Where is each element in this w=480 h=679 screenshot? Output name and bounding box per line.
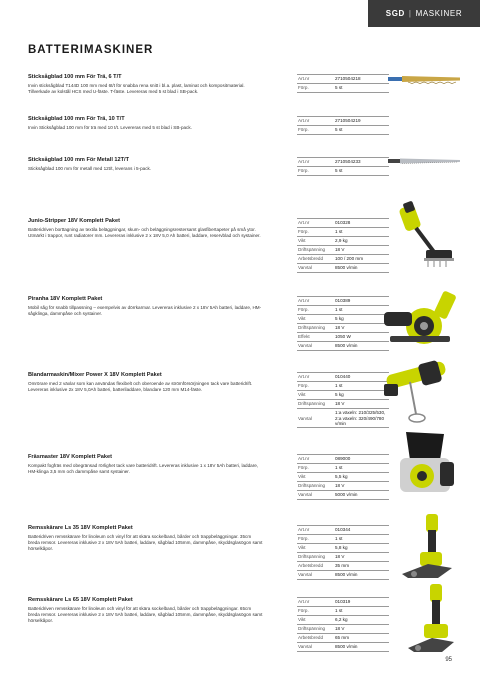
mixer-image (380, 358, 462, 428)
jigsaw-blade-image (388, 74, 462, 84)
section-header (368, 0, 480, 27)
spec-value: 1 st (334, 534, 389, 543)
spec-key: Art.nr (297, 598, 334, 607)
spec-key: Vikt (297, 543, 334, 552)
spec-value: 1 st (334, 227, 389, 236)
spec-key: Art.nr (297, 158, 334, 167)
spec-value: 18 V (334, 399, 389, 408)
product-entry (28, 116, 460, 131)
spec-key: Vikt (297, 615, 334, 624)
product-description: Batteridriven remsskärare för linoleum och vinyl för att skära sockelband, bårder och trappbeläggningar. 35cm breda remsor. Levereras inklusive 2 x 18V 5Ah batteri, laddare, sågblad 105mm, dammpåse, skyddsglasögon samt hörselkåpor. (28, 534, 263, 552)
spec-key: Art.nr (297, 297, 334, 306)
spec-table (297, 157, 389, 176)
page-title: BATTERIMASKINER (28, 44, 154, 56)
spec-value: 35 mm (334, 561, 389, 570)
product-description: Omrörare med 2 växlar som kan användas flexibelt och oberoende av strömförsörjningen tack vare batteridrift. Levereras inklusive 2x 18V 5,0Ah batteri, batteriladdare, blandare 120 mm M14-fäste. (28, 381, 253, 393)
spec-key: Förp. (297, 606, 334, 615)
spec-key: Driftspänning (297, 399, 334, 408)
spec-value: 5 kg (334, 390, 389, 399)
product-entry (28, 525, 460, 578)
spec-key: Art.nr (297, 117, 334, 126)
spec-key: Vikt (297, 314, 334, 323)
spec-key: Förp. (297, 534, 334, 543)
spec-value: 5 kg (334, 314, 389, 323)
spec-value: 010319 (334, 598, 389, 607)
spec-key: Arbetsbredd (297, 254, 334, 263)
spec-value: 1 st (334, 305, 389, 314)
spec-key: Vikt (297, 390, 334, 399)
spec-value: 18 V (334, 481, 389, 490)
spec-key: Förp. (297, 83, 334, 92)
spec-key: Varvtal (297, 263, 334, 272)
spec-value: 2710504233 (334, 158, 389, 167)
spec-key: Förp. (297, 125, 334, 134)
spec-table (297, 597, 389, 652)
product-entry (28, 597, 460, 650)
spec-value: 1 st (334, 381, 389, 390)
brand-label: SGD (385, 9, 405, 18)
spec-value: 8500 v/min (334, 570, 389, 579)
spec-key: Art.nr (297, 455, 334, 464)
product-name: Blandarmaskin/Mixer Power X 18V Komplett Paket (28, 372, 162, 378)
product-name: Sticksågblad 100 mm För Trä, 10 T/T (28, 116, 125, 122)
spec-value: 5 st (334, 166, 389, 175)
spec-key: Varvtal (297, 408, 334, 427)
spec-value: 100 / 200 mm (334, 254, 389, 263)
spec-table (297, 116, 389, 135)
spec-table (297, 454, 389, 500)
product-description: Sticksågblad 100 mm för metall med 12t/t, leverans i 5-pack. (28, 166, 152, 171)
spec-value: 5,5 kg (334, 472, 389, 481)
spec-key: Förp. (297, 381, 334, 390)
spec-value: 2710504218 (334, 75, 389, 84)
product-name: Sticksågblad 100 mm För Metall 12T/T (28, 157, 130, 163)
product-name: Junio-Stripper 18V Komplett Paket (28, 218, 121, 224)
spec-value: 18 V (334, 323, 389, 332)
spec-table (297, 525, 389, 580)
joint-cutter-image (384, 430, 462, 498)
spec-value: 65 mm (334, 633, 389, 642)
spec-key: Varvtal (297, 341, 334, 350)
spec-value: 2710504219 (334, 117, 389, 126)
spec-value: 1050 W (334, 332, 389, 341)
product-description: Batteridriven borttagning av textila beläggningar, skum- och beläggningsrestersamt glasfibertapeter på små ytor. Utmärkt i trappor, runt radiatorer mm. Levereras inklusive 2 x 18V 5,0 Ah batteri, laddare, reservblad och systainer. (28, 227, 261, 239)
spec-value: 1 st (334, 606, 389, 615)
product-name: Sticksågblad 100 mm För Trä, 6 T/T (28, 74, 122, 80)
product-name: Remsskärare Ls 35 18V Komplett Paket (28, 525, 133, 531)
spec-value: 5,8 kg (334, 543, 389, 552)
product-description: Mobil såg för snabb tillpassning – exempelvis av dörrkarmar. Levereras inklusive 2 x 18V 5Ah batteri, laddare, HM-sågklinga, dammpåse och systainer. (28, 305, 262, 317)
metal-blade-image (388, 157, 462, 165)
product-description: Invin sticksågblad T144D 100 mm med 6t/t för snabba rena snitt i bl.a. plast, laminat och kompositmaterial. Tillverkade av kolstål HCS med U-fäste. T-fäste. Levereras med 5 st blad i SB-pack. (28, 83, 245, 95)
spec-value: 1:a växeln: 210/325/530, 2:a växeln: 320/490/780 v/min (334, 408, 389, 427)
spec-value: 18 V (334, 245, 389, 254)
spec-value: 8500 v/min (334, 341, 389, 350)
spec-key: Varvtal (297, 490, 334, 499)
spec-key: Förp. (297, 463, 334, 472)
spec-value: 1 st (334, 463, 389, 472)
spec-key: Driftspänning (297, 552, 334, 561)
page-number: 95 (445, 657, 452, 663)
spec-value: 010440 (334, 373, 389, 382)
spec-key: Arbetsbredd (297, 633, 334, 642)
product-name: Piranha 18V Komplett Paket (28, 296, 103, 302)
spec-key: Art.nr (297, 373, 334, 382)
spec-table (297, 218, 389, 273)
spec-key: Förp. (297, 305, 334, 314)
spec-value: 6,2 kg (334, 615, 389, 624)
spec-key: Driftspänning (297, 323, 334, 332)
spec-value: 5000 v/min (334, 490, 389, 499)
spec-table (297, 372, 389, 428)
spec-key: Förp. (297, 227, 334, 236)
spec-value: 18 V (334, 624, 389, 633)
header-separator: | (408, 9, 412, 18)
spec-value: 8500 v/min (334, 263, 389, 272)
spec-value: 5 st (334, 83, 389, 92)
spec-table (297, 74, 389, 93)
spec-key: Driftspänning (297, 245, 334, 254)
spec-key: Arbetsbredd (297, 561, 334, 570)
product-description: Invin Sticksågblad 100 mm för trä med 10 t/t. Levereras med 5 st blad i SB-pack. (28, 125, 192, 130)
spec-value: 18 V (334, 552, 389, 561)
spec-key: Varvtal (297, 570, 334, 579)
section-label: MASKINER (415, 9, 463, 18)
spec-value: 010344 (334, 526, 389, 535)
spec-table (297, 296, 389, 351)
spec-value: 010328 (334, 219, 389, 228)
piranha-saw-image (380, 282, 462, 352)
spec-key: Effekt (297, 332, 334, 341)
spec-key: Art.nr (297, 219, 334, 228)
spec-value: 089000 (334, 455, 389, 464)
spec-value: 2,9 kg (334, 236, 389, 245)
spec-key: Förp. (297, 166, 334, 175)
product-name: Remsskärare Ls 65 18V Komplett Paket (28, 597, 133, 603)
spec-key: Driftspänning (297, 481, 334, 490)
product-name: Fräsmaster 18V Komplett Paket (28, 454, 112, 460)
floor-stripper-image (394, 200, 458, 270)
spec-value: 8500 v/min (334, 642, 389, 651)
spec-value: 010389 (334, 297, 389, 306)
spec-key: Vikt (297, 472, 334, 481)
spec-value: 5 st (334, 125, 389, 134)
product-description: Batteridriven remsskärare för linoleum och vinyl för att skära sockelband, bårder och trappbeläggningar. 65cm breda remsor. Levereras inklusive 2 x 18V 5Ah batteri, laddare, sågblad 105mm, dammpåse, skyddsglasögon samt hörselkåpor. (28, 606, 263, 624)
spec-key: Art.nr (297, 526, 334, 535)
spec-key: Art.nr (297, 75, 334, 84)
spec-key: Varvtal (297, 642, 334, 651)
spec-key: Vikt (297, 236, 334, 245)
spec-key: Driftspänning (297, 624, 334, 633)
product-description: Kompakt fogfräs med obegränsad rörlighet tack vare batteridrift. Levereras inklusive 1 x 18V 5Ah batteri, laddare, HM-klinga 3,5 mm och dammpåse samt systainer. (28, 463, 259, 475)
strip-cutter-ls65-image (404, 582, 458, 654)
strip-cutter-ls35-image (398, 512, 456, 580)
